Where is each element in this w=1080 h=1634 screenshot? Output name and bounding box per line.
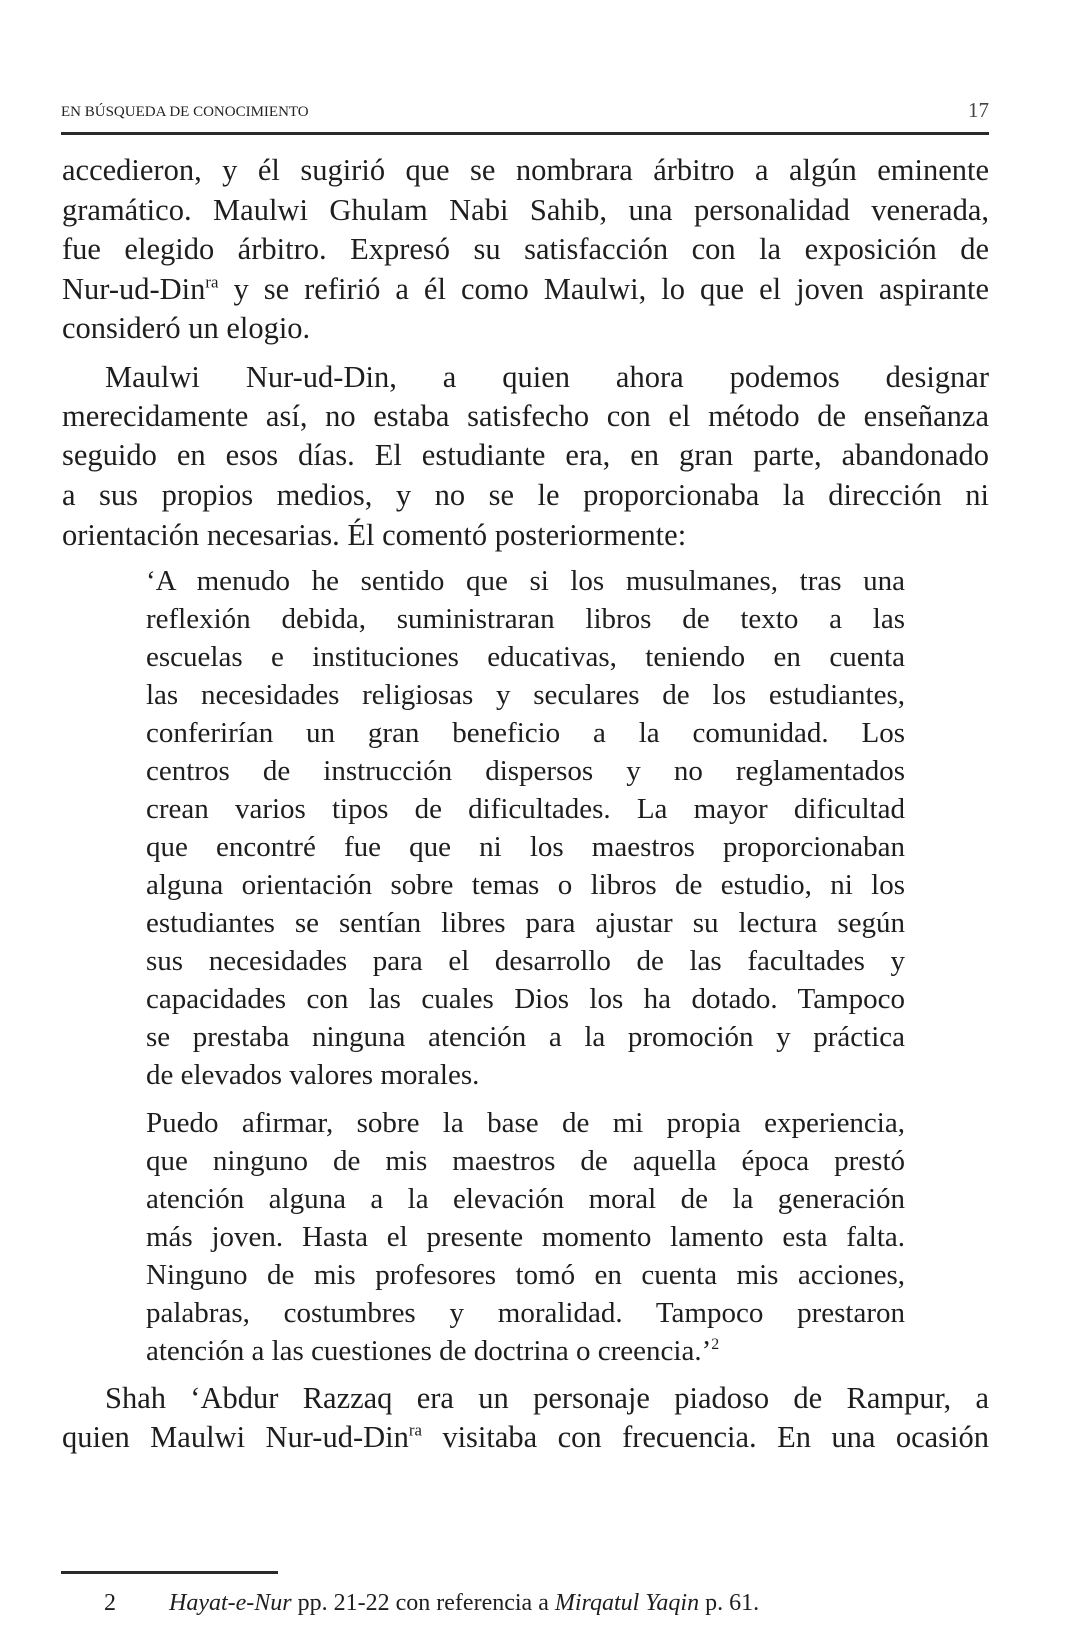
text-line: orientación necesarias. Él comentó posteriormente: bbox=[62, 518, 687, 552]
running-title: EN BÚSQUEDA DE CONOCIMIENTO bbox=[61, 104, 309, 120]
text-line: consideró un elogio. bbox=[62, 311, 311, 345]
text-line: gramático. Maulwi Ghulam Nabi Sahib, una personalidad venerada, bbox=[62, 193, 989, 227]
text-line bbox=[62, 269, 989, 309]
text-line: fue elegido árbitro. Expresó su satisfacción con la exposición de bbox=[62, 232, 989, 266]
footnote-reference[interactable]: 2 bbox=[711, 1335, 720, 1353]
quote-line: sus necesidades para el desarrollo de las facultades y bbox=[146, 945, 905, 977]
quote-line: que encontré fue que ni los maestros proporcionaban bbox=[146, 831, 905, 863]
text-span: pp. 21-22 con referencia a bbox=[291, 1590, 555, 1616]
quote-line: atención alguna a la elevación moral de la generación bbox=[146, 1183, 905, 1215]
quote-line: alguna orientación sobre temas o libros de estudio, ni los bbox=[146, 869, 905, 901]
quote-line: que ninguno de mis maestros de aquella época prestó bbox=[146, 1145, 905, 1177]
quote-line: de elevados valores morales. bbox=[146, 1059, 480, 1091]
quote-line: Puedo afirmar, sobre la base de mi propia experiencia, bbox=[146, 1107, 905, 1139]
honorific-superscript: ra bbox=[205, 272, 219, 292]
text-span: visitaba con frecuencia. En una ocasión bbox=[421, 1420, 990, 1454]
footnote-rule bbox=[61, 1571, 278, 1574]
quote-line: centros de instrucción dispersos y no reglamentados bbox=[146, 755, 905, 787]
footnote-title: Mirqatul Yaqin bbox=[554, 1590, 700, 1616]
text-span: quien Maulwi Nur-ud-Din bbox=[62, 1420, 409, 1454]
honorific-superscript: ra bbox=[408, 1420, 422, 1440]
quote-line: crean varios tipos de dificultades. La mayor dificultad bbox=[146, 793, 905, 825]
quote-line: palabras, costumbres y moralidad. Tampoco prestaron bbox=[146, 1297, 905, 1329]
quote-line bbox=[146, 1331, 905, 1371]
page-number: 17 bbox=[968, 98, 989, 122]
text-span: Nur-ud-Din bbox=[62, 272, 206, 306]
text-line bbox=[62, 1417, 989, 1457]
quote-line: Ninguno de mis profesores tomó en cuenta mis acciones, bbox=[146, 1259, 905, 1291]
quote-line: capacidades con las cuales Dios los ha dotado. Tampoco bbox=[146, 983, 905, 1015]
quote-line: reflexión debida, suministraran libros de texto a las bbox=[146, 603, 905, 635]
text-line: a sus propios medios, y no se le proporcionaba la dirección ni bbox=[62, 478, 989, 512]
running-header bbox=[61, 96, 989, 126]
quote-line: más joven. Hasta el presente momento lamento esta falta. bbox=[146, 1221, 905, 1253]
quote-line: escuelas e instituciones educativas, teniendo en cuenta bbox=[146, 641, 905, 673]
header-rule bbox=[61, 132, 989, 135]
quote-line: se prestaba ninguna atención a la promoción y práctica bbox=[146, 1021, 905, 1053]
footnote-number: 2 bbox=[104, 1590, 116, 1616]
quote-line: conferirían un gran beneficio a la comunidad. Los bbox=[146, 717, 905, 749]
footnote-text bbox=[169, 1588, 759, 1618]
quote-line: las necesidades religiosas y seculares de los estudiantes, bbox=[146, 679, 905, 711]
footnote-title: Hayat-e-Nur bbox=[169, 1590, 292, 1616]
text-line: accedieron, y él sugirió que se nombrara árbitro a algún eminente bbox=[62, 153, 989, 187]
text-line: Maulwi Nur-ud-Din, a quien ahora podemos designar bbox=[105, 360, 989, 394]
quote-line: ‘A menudo he sentido que si los musulmanes, tras una bbox=[146, 565, 905, 597]
text-span: y se refirió a él como Maulwi, lo que el joven aspirante bbox=[218, 272, 989, 306]
text-span: p. 61. bbox=[699, 1590, 760, 1616]
text-line: merecidamente así, no estaba satisfecho con el método de enseñanza bbox=[62, 399, 989, 433]
text-span: atención a las cuestiones de doctrina o creencia.’ bbox=[146, 1335, 712, 1367]
quote-line: estudiantes se sentían libres para ajustar su lectura según bbox=[146, 907, 905, 939]
text-line: seguido en esos días. El estudiante era, en gran parte, abandonado bbox=[62, 438, 989, 472]
text-line: Shah ‘Abdur Razzaq era un personaje piadoso de Rampur, a bbox=[105, 1381, 989, 1415]
